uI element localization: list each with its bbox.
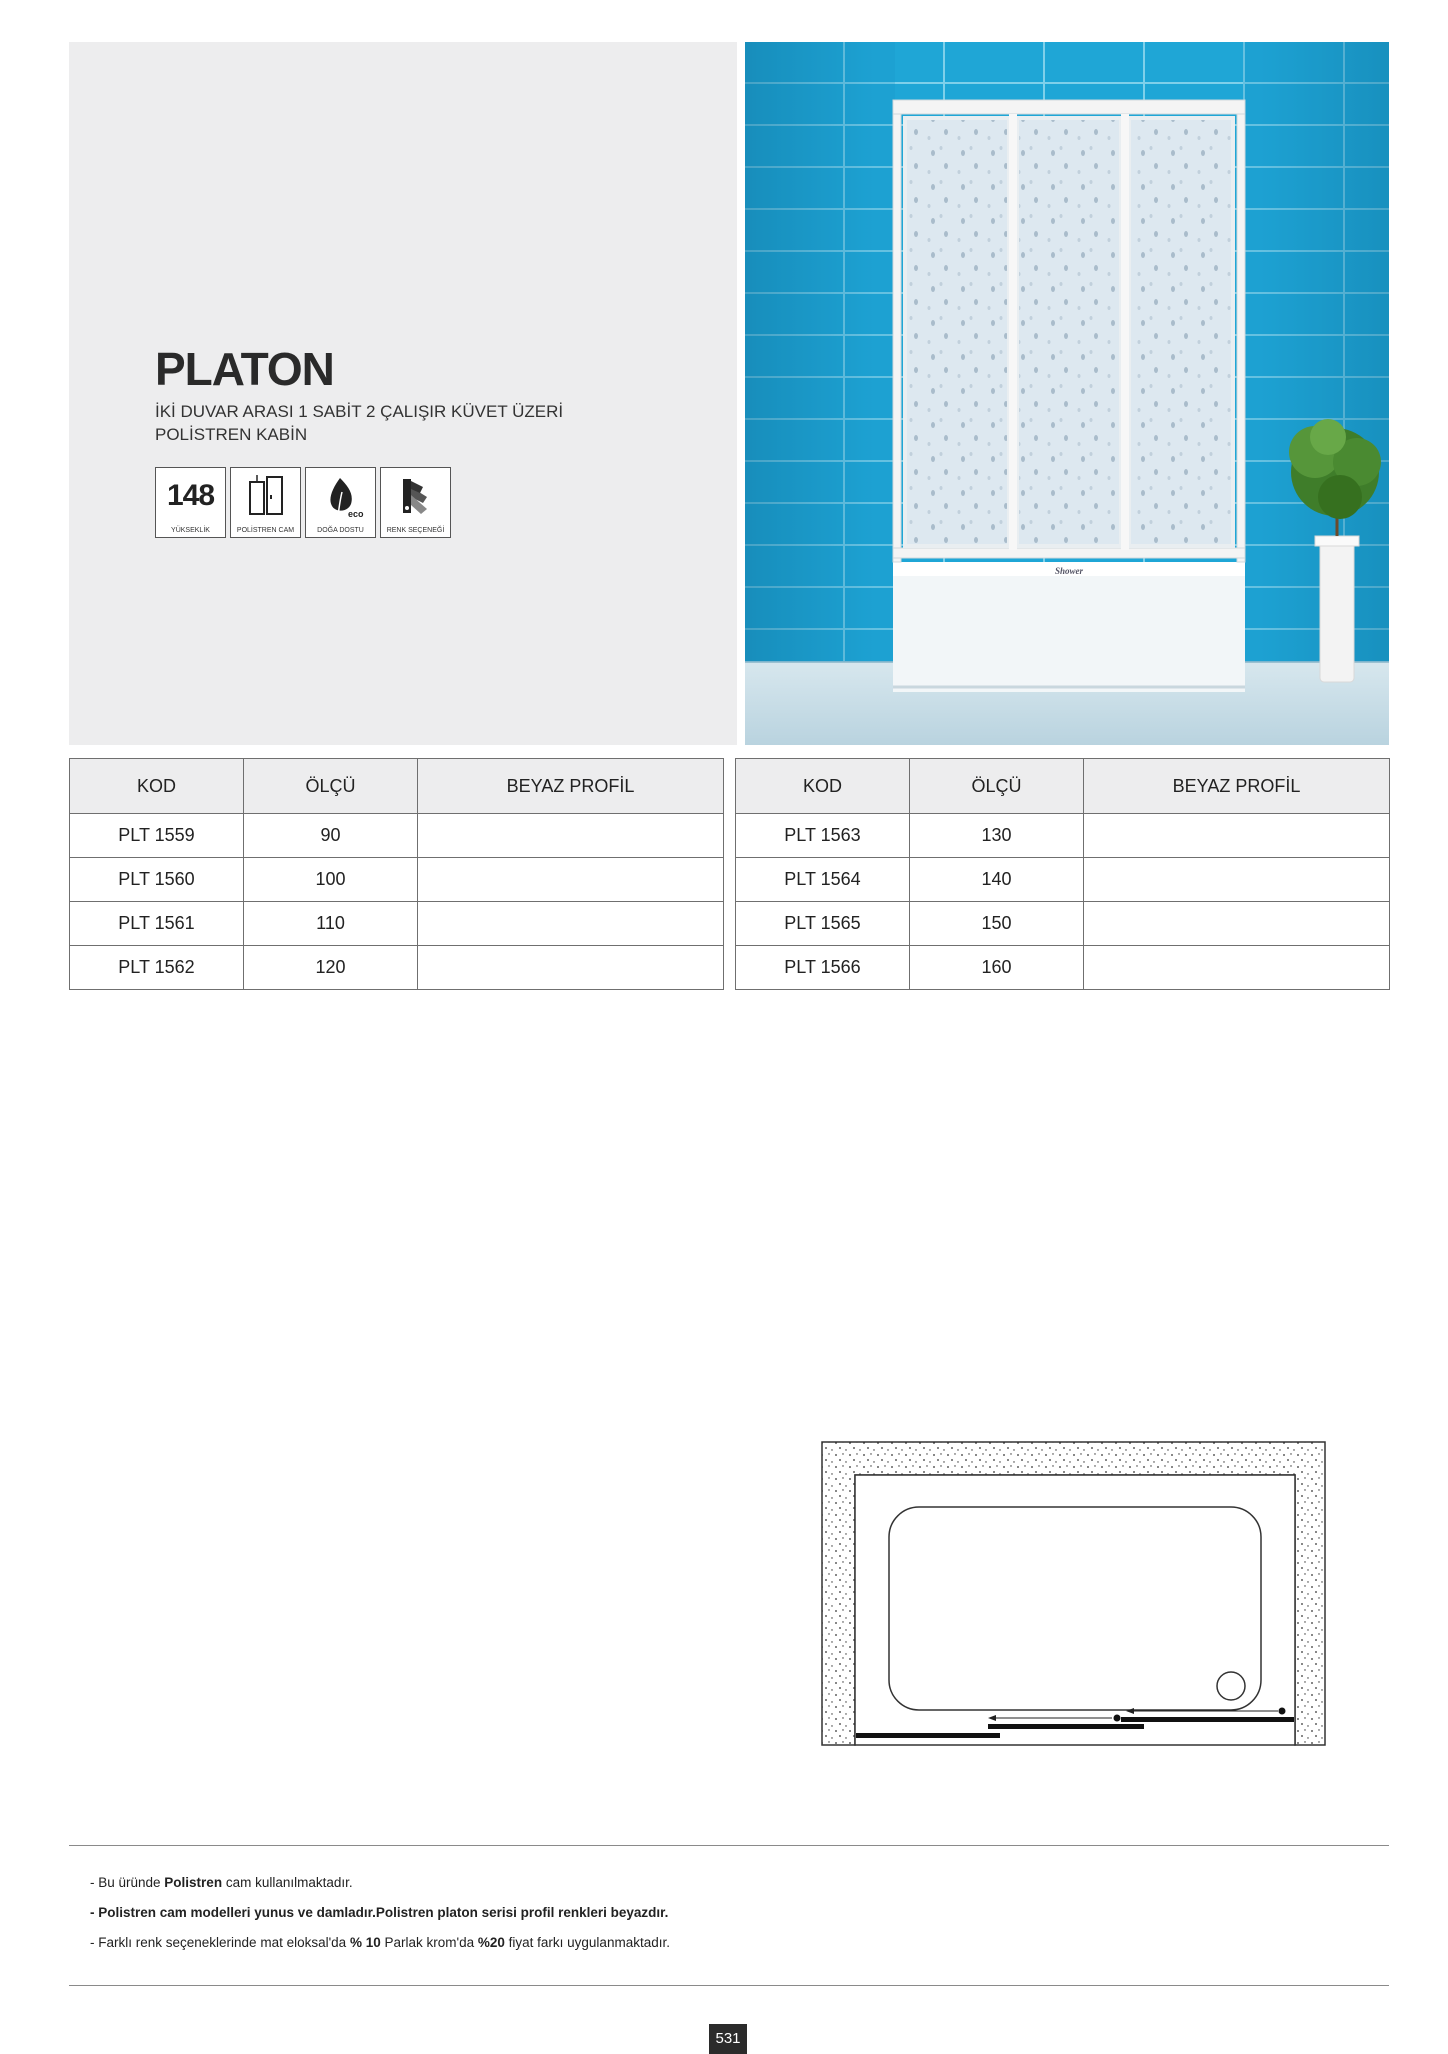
product-subtitle bbox=[155, 400, 563, 446]
polystyrene-glass-icon bbox=[244, 473, 288, 519]
table-row bbox=[70, 814, 724, 858]
cell-kod: PLT 1561 bbox=[70, 902, 244, 946]
cell-beyaz-profil bbox=[418, 858, 724, 902]
cell-kod: PLT 1564 bbox=[736, 858, 910, 902]
feature-icons bbox=[155, 467, 451, 538]
note-3: - Farklı renk seçeneklerinde mat eloksal'da % 10 Parlak krom'da %20 fiyat farkı uygulanmaktadır. bbox=[90, 1935, 670, 1950]
table-row bbox=[70, 858, 724, 902]
feature-color-options bbox=[380, 467, 451, 538]
color-palette-icon bbox=[393, 473, 439, 519]
note-1: - Bu üründe Polistren cam kullanılmaktadır. bbox=[90, 1875, 353, 1890]
subtitle-line-2: POLİSTREN KABİN bbox=[155, 425, 308, 444]
cell-beyaz-profil bbox=[1084, 814, 1390, 858]
cell-kod: PLT 1562 bbox=[70, 946, 244, 990]
column-header-beyaz-profil: BEYAZ PROFİL bbox=[1084, 759, 1390, 814]
eco-badge: eco bbox=[347, 509, 364, 519]
table-row bbox=[736, 814, 1390, 858]
sliding-panel-2 bbox=[1121, 1717, 1294, 1722]
sliding-panel-1 bbox=[988, 1724, 1144, 1729]
cell-olcu: 120 bbox=[244, 946, 418, 990]
feature-label: DOĞA DOSTU bbox=[317, 527, 364, 534]
height-148-icon: 148 bbox=[166, 479, 215, 512]
feature-eco bbox=[305, 467, 376, 538]
divider bbox=[69, 1985, 1389, 1986]
column-header-olcu: ÖLÇÜ bbox=[910, 759, 1084, 814]
bathtub-basin bbox=[889, 1507, 1261, 1710]
feature-label: POLİSTREN CAM bbox=[236, 527, 295, 534]
cell-olcu: 150 bbox=[910, 902, 1084, 946]
column-header-beyaz-profil: BEYAZ PROFİL bbox=[418, 759, 724, 814]
table-row bbox=[736, 858, 1390, 902]
cell-kod: PLT 1566 bbox=[736, 946, 910, 990]
table-row bbox=[70, 902, 724, 946]
product-photo bbox=[745, 42, 1389, 745]
cell-kod: PLT 1563 bbox=[736, 814, 910, 858]
cell-beyaz-profil bbox=[1084, 902, 1390, 946]
cell-olcu: 130 bbox=[910, 814, 1084, 858]
note-2: - Polistren cam modelleri yunus ve damladır.Polistren platon serisi profil renkleri beyazdır. bbox=[90, 1905, 669, 1920]
subtitle-line-1: İKİ DUVAR ARASI 1 SABİT 2 ÇALIŞIR KÜVET ÜZERİ bbox=[155, 402, 564, 421]
cell-olcu: 160 bbox=[910, 946, 1084, 990]
plan-diagram bbox=[820, 1440, 1327, 1747]
eco-leaf-icon bbox=[318, 472, 364, 520]
column-header-kod: KOD bbox=[70, 759, 244, 814]
cell-kod: PLT 1559 bbox=[70, 814, 244, 858]
size-table-right bbox=[735, 758, 1390, 990]
shower-cabin-illustration bbox=[745, 42, 1389, 745]
cell-olcu: 110 bbox=[244, 902, 418, 946]
cell-olcu: 100 bbox=[244, 858, 418, 902]
feature-label: RENK SEÇENEĞİ bbox=[386, 527, 445, 534]
fixed-panel bbox=[856, 1733, 1000, 1738]
cell-beyaz-profil bbox=[418, 946, 724, 990]
column-header-kod: KOD bbox=[736, 759, 910, 814]
cell-kod: PLT 1560 bbox=[70, 858, 244, 902]
cell-beyaz-profil bbox=[1084, 858, 1390, 902]
feature-height bbox=[155, 467, 226, 538]
page-number: 531 bbox=[709, 2024, 747, 2054]
feature-label: YÜKSEKLİK bbox=[171, 527, 210, 534]
cell-olcu: 140 bbox=[910, 858, 1084, 902]
divider bbox=[69, 1845, 1389, 1846]
cell-olcu: 90 bbox=[244, 814, 418, 858]
product-title: PLATON bbox=[155, 343, 334, 395]
column-header-olcu: ÖLÇÜ bbox=[244, 759, 418, 814]
feature-polystyrene-glass bbox=[230, 467, 301, 538]
cell-beyaz-profil bbox=[418, 814, 724, 858]
notes bbox=[90, 1868, 670, 1958]
brand-label: Shower bbox=[1054, 566, 1084, 576]
size-table-left bbox=[69, 758, 724, 990]
drain bbox=[1217, 1672, 1245, 1700]
cell-beyaz-profil bbox=[1084, 946, 1390, 990]
cell-beyaz-profil bbox=[418, 902, 724, 946]
cell-kod: PLT 1565 bbox=[736, 902, 910, 946]
table-row bbox=[736, 902, 1390, 946]
table-row bbox=[736, 946, 1390, 990]
table-row bbox=[70, 946, 724, 990]
